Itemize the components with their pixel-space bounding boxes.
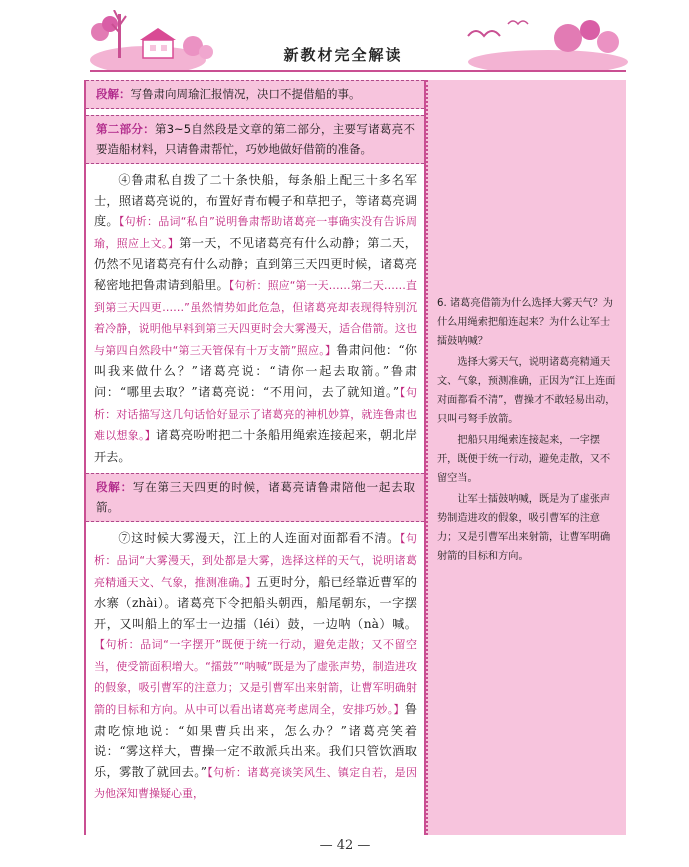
part-label: 第二部分： (96, 122, 155, 136)
text-segment: 鲁肃吃惊地说：“如果曹兵出来，怎么办？”诸葛亮笑着说：“雾这样大，曹操一定不敢派兵出来。我们只管饮酒取乐，雾散了就回去。” (94, 702, 417, 779)
page-header (0, 0, 689, 78)
summary-label: 段解： (96, 87, 131, 101)
side-question-column (426, 80, 626, 835)
paragraph-4 (94, 170, 417, 467)
part-text: 第3~5自然段是文章的第二部分，主要写诸葛亮不要造船材料，只请鲁肃帮忙，巧妙地做好借箭的准备。 (96, 122, 415, 156)
summary-text: 写在第三天四更的时候，诸葛亮请鲁肃陪他一起去取箭。 (96, 480, 416, 515)
text-segment: ④鲁肃私自拨了二十条快船，每条船上配三十多名军士，照诸葛亮说的，布置好青布幔子和草把子，等诸葛亮调度。 (94, 173, 417, 229)
analysis-note: 【句析：诸葛亮谈笑风生、镇定自若，是因为他深知曹操疑心重， (94, 765, 417, 801)
page-number: — 42 — (319, 838, 371, 853)
side-answer: 让军士擂鼓呐喊，既是为了虚张声势制造进攻的假象，吸引曹军的注意力；又是引曹军出来射箭，让曹军明确射箭的目标和方向。 (437, 494, 611, 562)
side-answer: 选择大雾天气，说明诸葛亮精通天文、气象，预测准确，正因为“江上连面对面都看不清”，曹操才不敢轻易出动，只叫弓弩手放箭。 (437, 357, 616, 425)
text-segment: 五更时分，船已经靠近曹军的水寨（zhài）。诸葛亮下令把船头朝西，船尾朝东，一字摆开，又叫船上的军士一边擂（léi）鼓，一边呐（nà）喊。 (94, 574, 417, 631)
text-segment: 诸葛亮吩咐把二十条船用绳索连接起来，朝北岸开去。 (94, 428, 418, 464)
main-text-column (84, 80, 426, 835)
analysis-note: 【句析：品词“大雾漫天，到处都是大雾，选择这样的天气，说明诸葛亮精通天文、气象，推测准确。】 (94, 532, 418, 589)
summary-label: 段解： (96, 480, 133, 495)
text-segment: ⑦这时候大雾漫天，江上的人连面对面都看不清。 (118, 531, 400, 546)
bird-cloud-decoration-icon (448, 10, 628, 72)
header-divider (90, 70, 626, 72)
section-summary-box (86, 473, 424, 522)
side-answer: 把船只用绳索连接起来，一字摆开，既便于统一行动，避免走散，又不留空当。 (437, 435, 611, 484)
part-summary-box (86, 115, 424, 164)
page-title: 新教材完全解读 (283, 46, 403, 64)
side-question: 6. 诸葛亮借箭为什么选择大雾天气？为什么用绳索把船连起来？为什么让军士擂鼓呐喊？ (437, 298, 613, 347)
house-tree-decoration-icon (88, 10, 218, 72)
text-segment: 第一天，不见诸葛亮有什么动静；第二天，仍然不见诸葛亮有什么动静；直到第三天四更时候，诸葛亮秘密地把鲁肃请到船里。 (94, 235, 417, 292)
summary-text: 写鲁肃向周瑜汇报情况，决口不提借船的事。 (130, 87, 361, 101)
analysis-note: 【句析：照应“第一天……第二天……直到第三天四更……”虽然情势如此危急，但诸葛亮却表现得特别沉着冷静，说明他早料到第三天四更时会大雾漫天，适合借箭。这也与第四自然段中“第三天管保有十万支箭”照应。】 (94, 278, 417, 357)
section-summary-box (86, 80, 424, 109)
text-segment: 鲁肃问他：“你叫我来做什么？”诸葛亮说：“请你一起去取箭。”鲁肃问：“哪里去取？”诸葛亮说：“不用问，去了就知道。” (94, 342, 417, 399)
paragraph-7 (94, 528, 417, 805)
analysis-note: 【句析：品词“私自”说明鲁肃帮助诸葛亮一事确实没有告诉周瑜，照应上文。】 (94, 215, 417, 250)
analysis-note: 【句析：品词“一字摆开”既便于统一行动，避免走散；又不留空当，使受箭面积增大。“擂鼓”“呐喊”既是为了虚张声势，制造进攻的假象，吸引曹军的注意力；又是引曹军出来射箭，让曹军明确射箭的目标和方向。从中可以看出诸葛亮考虑周全，安排巧妙。】 (94, 638, 417, 717)
analysis-note: 【句析：对话描写这几句话恰好显示了诸葛亮的神机妙算，就连鲁肃也难以想象。】 (94, 385, 417, 443)
